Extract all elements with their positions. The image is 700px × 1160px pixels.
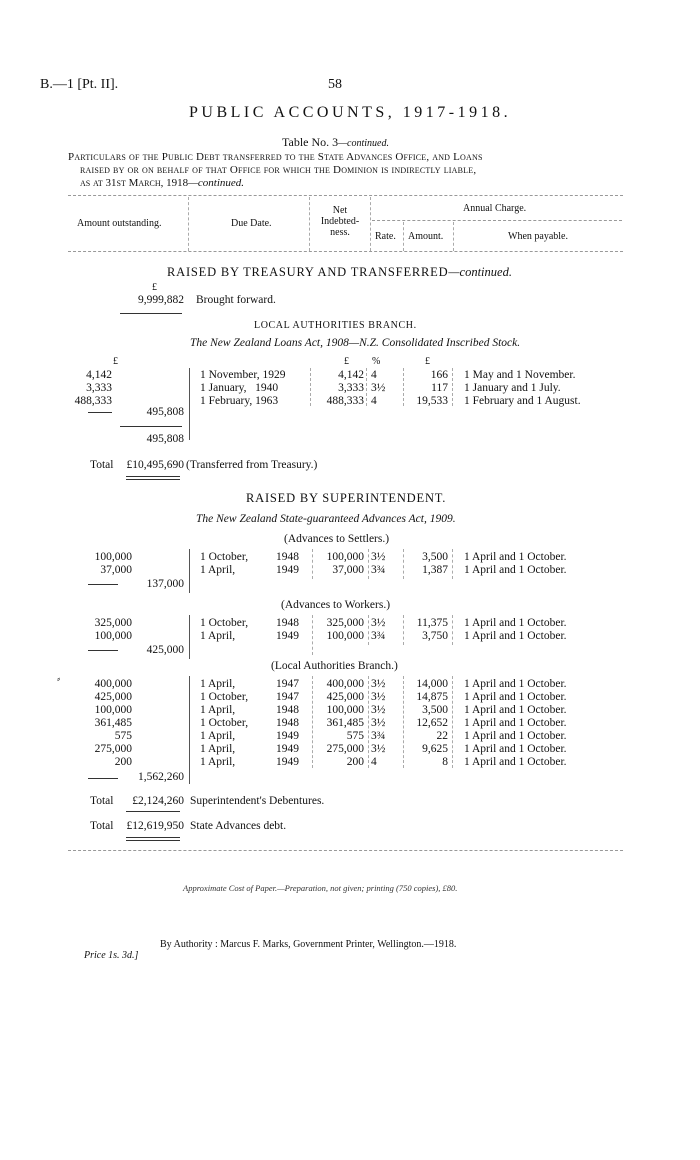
due-date-day: 1 October, xyxy=(200,551,249,563)
printer-authority: By Authority : Marcus F. Marks, Government Printer, Wellington.—1918. xyxy=(160,939,457,950)
due-date-day: 1 April, xyxy=(200,704,236,716)
interest-rate: 4 xyxy=(371,395,377,407)
amount-outstanding: 425,000 xyxy=(94,691,132,703)
column-net-indebtedness: Net Indebted- ness. xyxy=(320,205,360,238)
superintendent-total-value: £2,124,260 xyxy=(132,795,184,807)
annual-charge-amount: 14,875 xyxy=(416,691,448,703)
due-date-year: 1948 xyxy=(276,551,299,563)
due-date-year: 1947 xyxy=(276,678,299,690)
interest-rate: 4 xyxy=(371,756,377,768)
due-date-day: 1 October, xyxy=(200,717,249,729)
when-payable: 1 April and 1 October. xyxy=(464,743,567,755)
annual-charge-amount: 22 xyxy=(436,730,448,742)
amount-outstanding: 3,333 xyxy=(86,382,112,394)
section-treasury-title: RAISED BY TREASURY AND TRANSFERRED—continued. xyxy=(167,265,512,279)
net-indebtedness: 100,000 xyxy=(326,630,364,642)
pound-sign: £ xyxy=(152,282,157,293)
unit-pound-charge: £ xyxy=(425,356,430,367)
due-date: 1 February, 1963 xyxy=(200,395,279,407)
interest-rate: 3½ xyxy=(371,382,386,394)
workers-row xyxy=(0,630,700,643)
interest-rate: 3½ xyxy=(371,691,386,703)
net-indebtedness: 100,000 xyxy=(326,704,364,716)
annual-charge-amount: 12,652 xyxy=(416,717,448,729)
when-payable: 1 April and 1 October. xyxy=(464,678,567,690)
annual-charge-amount: 3,750 xyxy=(422,630,448,642)
when-payable: 1 April and 1 October. xyxy=(464,617,567,629)
document-reference: B.—1 [Pt. II]. xyxy=(40,77,119,92)
amount-outstanding: 100,000 xyxy=(94,630,132,642)
local-row xyxy=(0,678,700,691)
grand-total-value: £12,619,950 xyxy=(126,820,184,832)
local-subtotal: 1,562,260 xyxy=(138,771,184,783)
net-indebtedness: 488,333 xyxy=(326,395,364,407)
due-date-day: 1 April, xyxy=(200,756,236,768)
due-date-year: 1949 xyxy=(276,630,299,642)
interest-rate: 3¾ xyxy=(371,564,386,576)
amount-outstanding: 4,142 xyxy=(86,369,112,381)
treasury-row xyxy=(0,395,700,408)
annual-charge-amount: 3,500 xyxy=(422,551,448,563)
treasury-row xyxy=(0,382,700,395)
column-rate: Rate. xyxy=(375,231,396,242)
annual-charge-amount: 117 xyxy=(431,382,448,394)
column-due-date: Due Date. xyxy=(231,218,272,229)
interest-rate: 3½ xyxy=(371,743,386,755)
table-number: Table No. 3—continued. xyxy=(282,135,389,149)
due-date-year: 1948 xyxy=(276,704,299,716)
treasury-row xyxy=(0,369,700,382)
particulars-line-1: Particulars of the Public Debt transferred to the State Advances Office, and Loans xyxy=(68,151,483,163)
superintendent-total-label: Total xyxy=(90,795,114,807)
settlers-heading: (Advances to Settlers.) xyxy=(284,533,390,545)
annual-charge-amount: 19,533 xyxy=(416,395,448,407)
interest-rate: 3½ xyxy=(371,678,386,690)
particulars-line-2: raised by or on behalf of that Office for which the Dominion is indirectly liable, xyxy=(80,164,477,176)
page-title: PUBLIC ACCOUNTS, 1917-1918. xyxy=(189,104,512,121)
treasury-total-note: (Transferred from Treasury.) xyxy=(186,459,318,471)
net-indebtedness: 400,000 xyxy=(326,678,364,690)
unit-pound-net: £ xyxy=(344,356,349,367)
when-payable: 1 April and 1 October. xyxy=(464,730,567,742)
annual-charge-amount: 9,625 xyxy=(422,743,448,755)
amount-outstanding: 488,333 xyxy=(74,395,112,407)
due-date: 1 November, 1929 xyxy=(200,369,286,381)
when-payable: 1 April and 1 October. xyxy=(464,630,567,642)
amount-outstanding: 200 xyxy=(114,756,132,768)
local-row xyxy=(0,756,700,769)
net-indebtedness: 37,000 xyxy=(332,564,364,576)
treasury-subtotal-2: 495,808 xyxy=(146,433,184,445)
settlers-row xyxy=(0,564,700,577)
net-indebtedness: 361,485 xyxy=(326,717,364,729)
workers-row xyxy=(0,617,700,630)
due-date-year: 1949 xyxy=(276,564,299,576)
settlers-subtotal: 137,000 xyxy=(146,578,184,590)
interest-rate: 3½ xyxy=(371,551,386,563)
grand-total-note: State Advances debt. xyxy=(190,820,287,832)
interest-rate: 3¾ xyxy=(371,730,386,742)
section-superintendent-title: RAISED BY SUPERINTENDENT. xyxy=(246,491,447,505)
local-authorities-branch-heading: LOCAL AUTHORITIES BRANCH. xyxy=(254,320,417,331)
due-date-year: 1948 xyxy=(276,617,299,629)
net-indebtedness: 325,000 xyxy=(326,617,364,629)
when-payable: 1 February and 1 August. xyxy=(464,395,581,407)
superintendent-total-note: Superintendent's Debentures. xyxy=(190,795,325,807)
due-date: 1 January, 1940 xyxy=(200,382,279,394)
brought-forward-value: 9,999,882 xyxy=(138,294,184,306)
net-indebtedness: 100,000 xyxy=(326,551,364,563)
due-date-day: 1 October, xyxy=(200,691,249,703)
due-date-year: 1947 xyxy=(276,691,299,703)
margin-mark-icon: ⸗ xyxy=(57,674,61,685)
annual-charge-amount: 8 xyxy=(442,756,448,768)
when-payable: 1 April and 1 October. xyxy=(464,551,567,563)
when-payable: 1 May and 1 November. xyxy=(464,369,576,381)
annual-charge-amount: 1,387 xyxy=(422,564,448,576)
amount-outstanding: 400,000 xyxy=(94,678,132,690)
annual-charge-amount: 14,000 xyxy=(416,678,448,690)
local-row xyxy=(0,704,700,717)
amount-outstanding: 275,000 xyxy=(94,743,132,755)
local-row xyxy=(0,691,700,704)
page-number: 58 xyxy=(328,77,342,92)
amount-outstanding: 100,000 xyxy=(94,704,132,716)
net-indebtedness: 575 xyxy=(346,730,364,742)
column-annual-charge: Annual Charge. xyxy=(463,203,527,214)
due-date-year: 1948 xyxy=(276,717,299,729)
treasury-total-label: Total xyxy=(90,459,114,471)
unit-pound-amount: £ xyxy=(113,356,118,367)
due-date-day: 1 April, xyxy=(200,564,236,576)
unit-percent: % xyxy=(372,356,381,367)
when-payable: 1 April and 1 October. xyxy=(464,756,567,768)
amount-outstanding: 325,000 xyxy=(94,617,132,629)
due-date-day: 1 April, xyxy=(200,630,236,642)
local-row xyxy=(0,717,700,730)
net-indebtedness: 200 xyxy=(346,756,364,768)
when-payable: 1 April and 1 October. xyxy=(464,704,567,716)
local-row xyxy=(0,743,700,756)
amount-outstanding: 37,000 xyxy=(100,564,132,576)
workers-heading: (Advances to Workers.) xyxy=(281,599,391,611)
annual-charge-amount: 3,500 xyxy=(422,704,448,716)
treasury-total-value: £10,495,690 xyxy=(126,459,184,471)
brought-forward-label: Brought forward. xyxy=(196,294,276,306)
cost-of-paper-note: Approximate Cost of Paper.—Preparation, not given; printing (750 copies), £80. xyxy=(183,883,458,893)
advances-act-heading: The New Zealand State-guaranteed Advances Act, 1909. xyxy=(196,513,456,525)
due-date-day: 1 October, xyxy=(200,617,249,629)
particulars-line-3: as at 31st March, 1918—continued. xyxy=(80,177,245,189)
amount-outstanding: 361,485 xyxy=(94,717,132,729)
local-row xyxy=(0,730,700,743)
local-branch-heading: (Local Authorities Branch.) xyxy=(271,660,398,672)
net-indebtedness: 3,333 xyxy=(338,382,364,394)
column-amount: Amount. xyxy=(408,231,444,242)
net-indebtedness: 425,000 xyxy=(326,691,364,703)
interest-rate: 3½ xyxy=(371,617,386,629)
amount-outstanding: 100,000 xyxy=(94,551,132,563)
amount-outstanding: 575 xyxy=(114,730,132,742)
due-date-day: 1 April, xyxy=(200,743,236,755)
price: Price 1s. 3d.] xyxy=(84,950,139,961)
interest-rate: 4 xyxy=(371,369,377,381)
when-payable: 1 April and 1 October. xyxy=(464,717,567,729)
column-amount-outstanding: Amount outstanding. xyxy=(77,218,162,229)
treasury-subtotal: 495,808 xyxy=(146,406,184,418)
when-payable: 1 January and 1 July. xyxy=(464,382,561,394)
due-date-year: 1949 xyxy=(276,743,299,755)
due-date-year: 1949 xyxy=(276,756,299,768)
interest-rate: 3½ xyxy=(371,704,386,716)
grand-total-label: Total xyxy=(90,820,114,832)
interest-rate: 3½ xyxy=(371,717,386,729)
when-payable: 1 April and 1 October. xyxy=(464,564,567,576)
annual-charge-amount: 166 xyxy=(430,369,448,381)
column-when-payable: When payable. xyxy=(508,231,568,242)
due-date-day: 1 April, xyxy=(200,730,236,742)
workers-subtotal: 425,000 xyxy=(146,644,184,656)
due-date-day: 1 April, xyxy=(200,678,236,690)
loans-act-heading: The New Zealand Loans Act, 1908—N.Z. Consolidated Inscribed Stock. xyxy=(190,337,521,349)
due-date-year: 1949 xyxy=(276,730,299,742)
when-payable: 1 April and 1 October. xyxy=(464,691,567,703)
net-indebtedness: 275,000 xyxy=(326,743,364,755)
interest-rate: 3¾ xyxy=(371,630,386,642)
net-indebtedness: 4,142 xyxy=(338,369,364,381)
settlers-row xyxy=(0,551,700,564)
annual-charge-amount: 11,375 xyxy=(416,617,448,629)
